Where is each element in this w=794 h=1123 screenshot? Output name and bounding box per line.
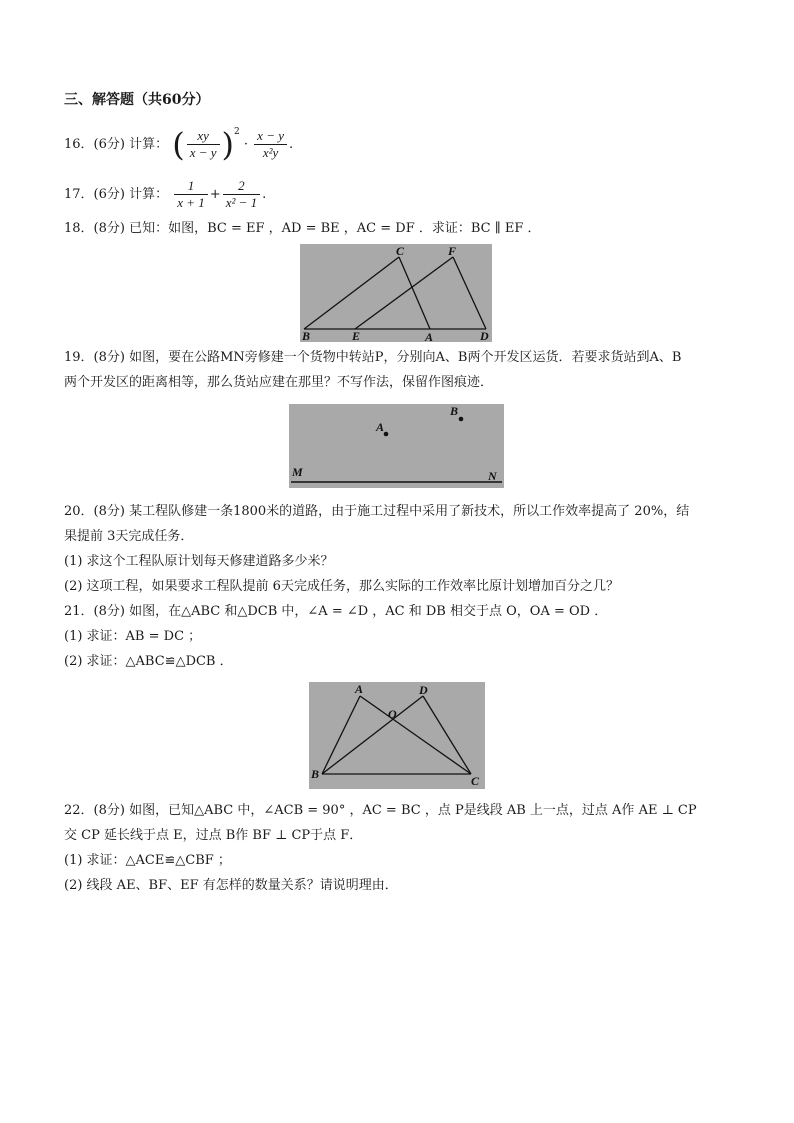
- label-O: O: [388, 707, 397, 721]
- q16-dot: ·: [243, 137, 249, 152]
- label-B: B: [302, 329, 311, 342]
- question-22-sub-1: (1) 求证：△ACE≌△CBF ；: [64, 853, 231, 868]
- question-20-sub-1: (1) 求这个工程队原计划每天修建道路多少米？: [64, 554, 334, 569]
- label-D: D: [480, 329, 489, 342]
- q16-fraction-2: $\frac{x - y}{\text{x²y}}$: [254, 128, 287, 161]
- segment-BC: [304, 257, 399, 329]
- label-B: B: [450, 404, 459, 418]
- q17-fraction-2: $\frac{2}{\text{x² − 1}}$: [223, 178, 260, 211]
- label-C: C: [396, 244, 405, 258]
- segment-BD: [322, 696, 423, 774]
- q16-exponent: 2: [234, 127, 240, 137]
- label-B: B: [311, 767, 320, 781]
- question-22-sub-2: (2) 线段 AE、BF、EF 有怎样的数量关系？请说明理由．: [64, 878, 398, 893]
- q16-prefix: 16．(6分) 计算：: [64, 137, 169, 152]
- label-A: A: [355, 682, 364, 696]
- figure-19: [289, 404, 504, 488]
- question-19-line-1: 19．(8分) 如图，要在公路MN旁修建一个货物中转站P，分别向A、B两个开发区运货．若要求货站到A、B: [64, 350, 682, 365]
- question-21-sub-2: (2) 求证：△ABC≌△DCB ．: [64, 654, 233, 669]
- question-16: 16．(6分) 计算： ( $\frac{xy}{x - y}$ )$^2$ · $\frac{x - y}{\text{x²y}}$ .: [64, 125, 294, 164]
- question-20-line-2: 果提前 3天完成任务．: [64, 529, 194, 544]
- label-D: D: [419, 683, 428, 697]
- figure-18: [300, 244, 492, 342]
- label-F: F: [448, 244, 457, 258]
- question-21-line-1: 21．(8分) 如图，在△ABC 和△DCB 中，∠A = ∠D ，AC 和 DB 相交于点 O，OA = OD ．: [64, 604, 608, 619]
- question-18: 18．(8分) 已知：如图，BC = EF ，AD = BE ，AC = DF ．求证：BC ∥ EF ．: [64, 221, 541, 236]
- label-A: A: [425, 330, 434, 342]
- question-20-sub-2: (2) 这项工程，如果要求工程队提前 6天完成任务，那么实际的工作效率比原计划增加百分之几？: [64, 579, 619, 594]
- section-title: 三、解答题（共60分）: [64, 92, 210, 108]
- segment-AC: [360, 696, 471, 774]
- question-19-line-2: 两个开发区的距离相等，那么货站应建在那里？不写作法，保留作图痕迹．: [64, 375, 494, 390]
- question-20-line-1: 20．(8分) 某工程队修建一条1800米的道路，由于施工过程中采用了新技术，所以工作效率提高了 20%，结: [64, 504, 690, 519]
- figure-21: [309, 682, 485, 789]
- right-paren: ): [221, 125, 235, 164]
- label-N: N: [488, 469, 497, 483]
- point-B: [459, 417, 464, 422]
- q16-fraction-1: $\frac{xy}{x - y}$: [187, 128, 220, 161]
- label-C: C: [471, 774, 480, 788]
- label-A: A: [376, 420, 385, 434]
- question-17: 17．(6分) 计算： $\frac{1}{x + 1}$ + $\frac{2}{\text{x² − 1}}$ .: [64, 178, 267, 210]
- label-E: E: [352, 329, 361, 342]
- question-21-sub-1: (1) 求证：AB = DC ；: [64, 629, 202, 644]
- question-22-line-1: 22．(8分) 如图，已知△ABC 中，∠ACB = 90° ，AC = BC ，点 P是线段 AB 上一点，过点 A作 AE ⊥ CP: [64, 803, 697, 818]
- segment-DC: [423, 696, 471, 774]
- question-22-line-2: 交 CP 延长线于点 E，过点 B作 BF ⊥ CP于点 F．: [64, 828, 363, 843]
- segment-BA: [322, 696, 360, 774]
- label-M: M: [292, 465, 303, 479]
- q17-prefix: 17．(6分) 计算：: [64, 187, 169, 202]
- segment-FD: [453, 257, 486, 329]
- q17-fraction-1: $\frac{1}{x + 1}$: [174, 178, 208, 211]
- point-A: [384, 432, 389, 437]
- left-paren: (: [172, 125, 185, 164]
